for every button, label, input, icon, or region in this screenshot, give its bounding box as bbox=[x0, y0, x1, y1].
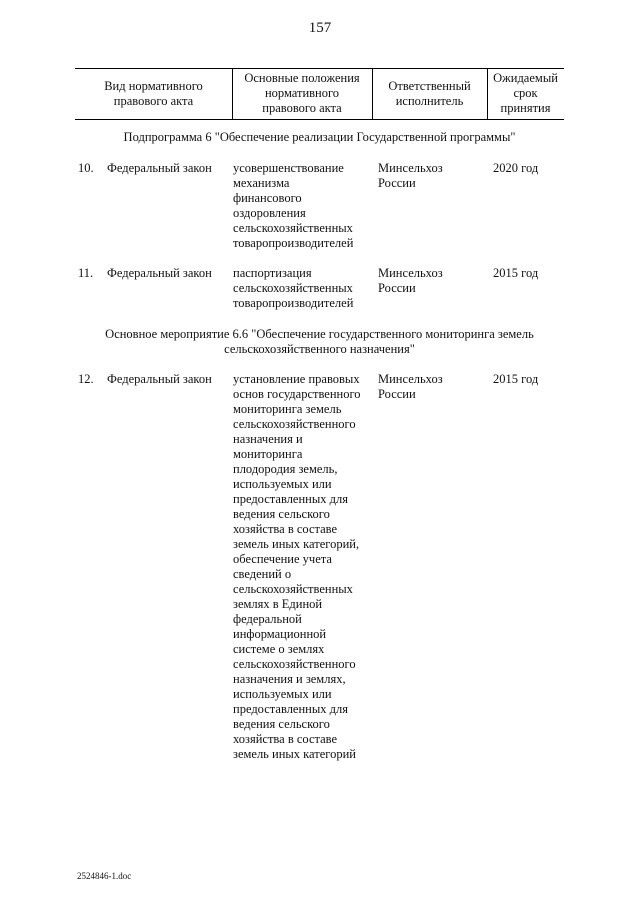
table-header-bottom-rule bbox=[75, 119, 564, 120]
act-type: Федеральный закон bbox=[107, 266, 212, 280]
act-type: Федеральный закон bbox=[107, 372, 212, 386]
row-number: 10. bbox=[78, 161, 94, 175]
header-provisions: Основные положения нормативного правового акта bbox=[244, 71, 360, 115]
executor: Минсельхоз России bbox=[378, 161, 443, 190]
header-deadline: Ожидаемый срок принятия bbox=[493, 71, 558, 115]
provisions: усовершенствование механизма финансового оздоровления сельскохозяйственных товаропроизводителей bbox=[233, 161, 354, 250]
footer-file-name: 2524846-1.doc bbox=[77, 871, 132, 881]
provisions: паспортизация сельскохозяйственных товаропроизводителей bbox=[233, 266, 354, 310]
executor: Минсельхоз России bbox=[378, 266, 443, 295]
header-act-type: Вид нормативного правового акта bbox=[104, 79, 203, 108]
row-number: 11. bbox=[78, 266, 94, 280]
header-executor: Ответственный исполнитель bbox=[388, 79, 471, 108]
row-number: 12. bbox=[78, 372, 94, 386]
deadline: 2020 год bbox=[493, 161, 539, 175]
page-number: 157 bbox=[308, 20, 332, 36]
executor: Минсельхоз России bbox=[378, 372, 443, 401]
section-title: Подпрограмма 6 "Обеспечение реализации Государственной программы" bbox=[123, 130, 516, 144]
table-header-top-rule bbox=[75, 68, 564, 69]
deadline: 2015 год bbox=[493, 266, 539, 280]
deadline: 2015 год bbox=[493, 372, 539, 386]
section-title: Основное мероприятие 6.6 "Обеспечение государственного мониторинга земель сельскохозяйственного назначения" bbox=[105, 327, 534, 356]
act-type: Федеральный закон bbox=[107, 161, 212, 175]
provisions: установление правовых основ государственного мониторинга земель сельскохозяйственного назначения и мониторинга плодородия земель, используемых или предоставленных для ведения сельского хозяйства в составе земель иных категорий, обеспечение учета сведений о сельскохозяйственных землях в Единой федеральной информационной системе о землях сельскохозяйственного назначения и землях, используемых или предоставленных для ведения сельского хозяйства в составе земель иных категорий bbox=[233, 372, 361, 761]
